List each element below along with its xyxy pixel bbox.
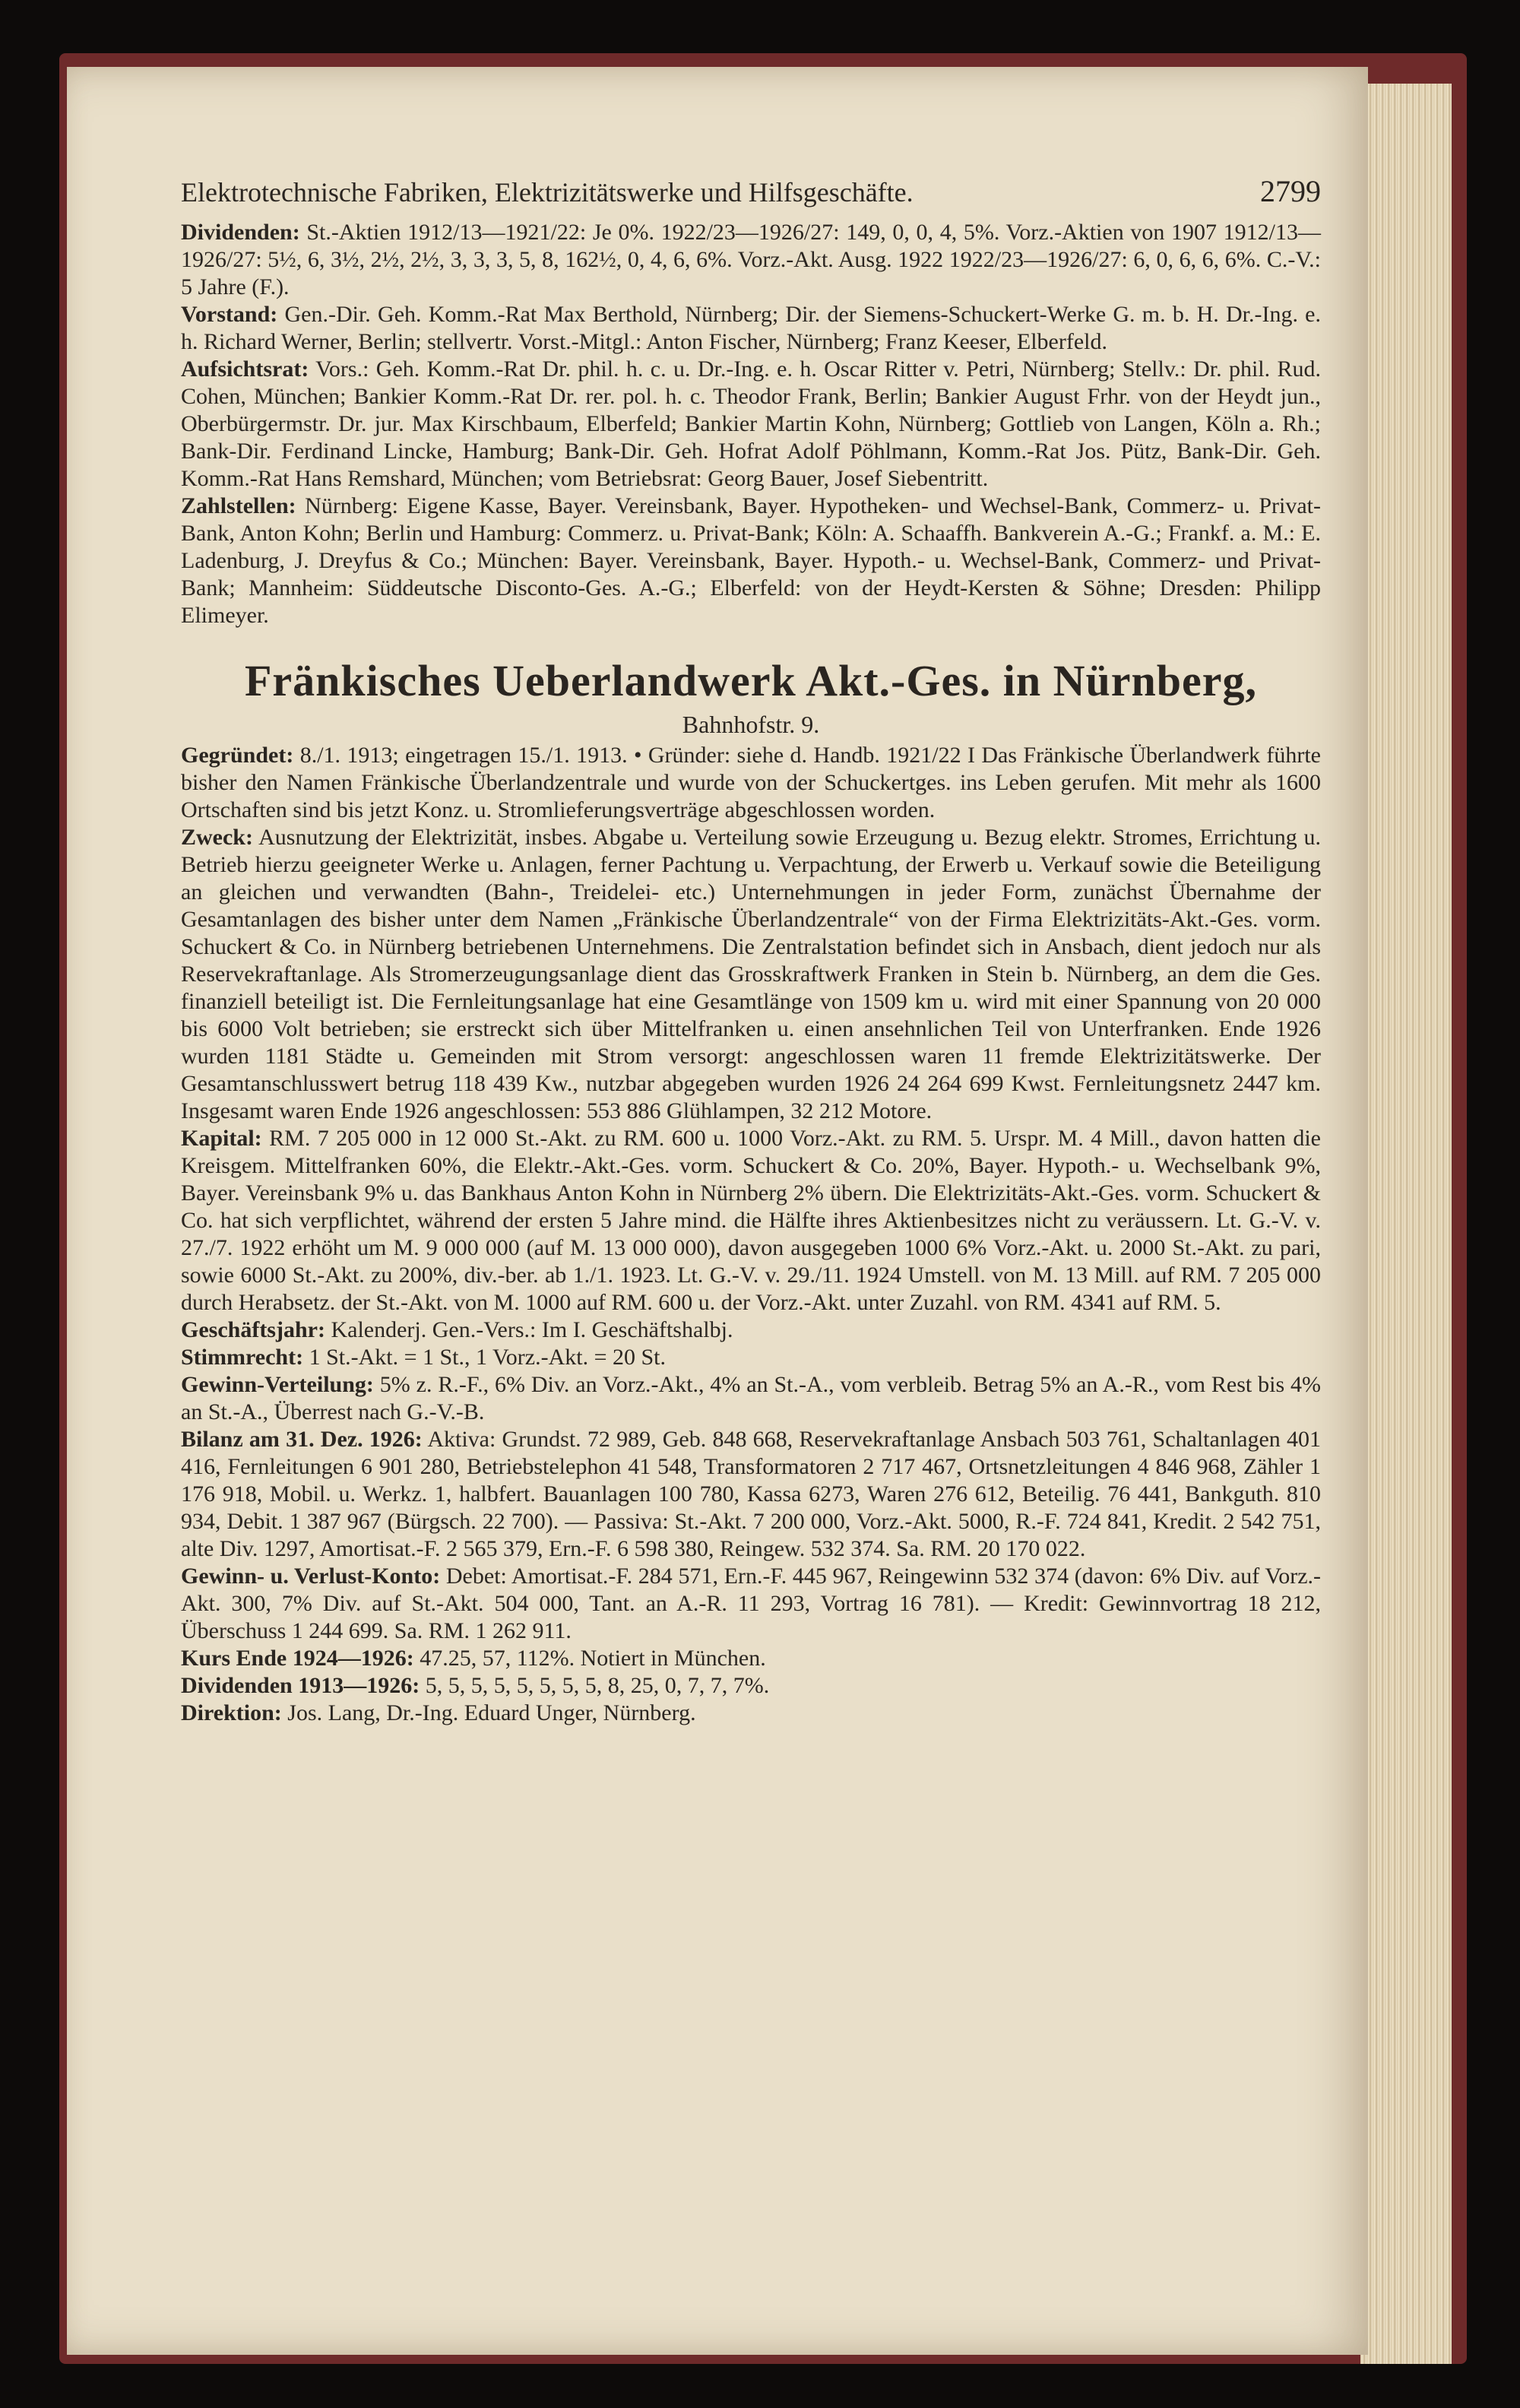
- paragraph-zahlstellen: Zahlstellen: Nürnberg: Eigene Kasse, Bayer. Vereinsbank, Bayer. Hypotheken- und Wechsel-Bank, Commerz- u. Privat-Bank, Anton Kohn; Berlin und Hamburg: Commerz. u. Privat-Bank; Köln: A. Schaaffh. Bankverein A.-G.; Frankf. a. M.: E. Ladenburg, J. Dreyfus & Co.; München: Bayer. Vereinsbank, Bayer. Hypoth.- u. Wechsel-Bank, Commerz- und Privat-Bank; Mannheim: Süddeutsche Disconto-Ges. A.-G.; Elberfeld: von der Heydt-Kersten & Söhne; Dresden: Philipp Elimeyer.: [181, 493, 1321, 628]
- paragraph-bilanz: Bilanz am 31. Dez. 1926: Aktiva: Grundst. 72 989, Geb. 848 668, Reservekraftanlage Ansbach 503 761, Schaltanlagen 401 416, Fernleitungen 6 901 280, Betriebstelephon 41 548, Transformatoren 2 717 467, Ortsnetzleitungen 4 846 968, Zähler 1 176 918, Mobil. u. Werkz. 1, halbfert. Bauanlagen 100 780, Kassa 6273, Waren 276 612, Beteilig. 76 441, Bankguth. 810 934, Debit. 1 387 967 (Bürgsch. 22 700). — Passiva: St.-Akt. 7 200 000, Vorz.-Akt. 5000, R.-F. 724 841, Kredit. 2 542 751, alte Div. 1297, Amortisat.-F. 2 565 379, Ern.-F. 6 598 380, Reingew. 532 374. Sa. RM. 20 170 022.: [181, 1427, 1321, 1561]
- paragraph-dividenden: Dividenden: St.-Aktien 1912/13—1921/22: Je 0%. 1922/23—1926/27: 149, 0, 0, 4, 5%. Vorz.-Aktien von 1907 1912/13—1926/27: 5½, 6, 3½, 2½, 2½, 3, 3, 3, 5, 8, 162½, 0, 4, 6, 6%. Vorz.-Akt. Ausg. 1922 1922/23—1926/27: 6, 0, 6, 6, 6%. C.-V.: 5 Jahre (F.).: [181, 220, 1321, 299]
- company-entry-section: [181, 742, 1321, 1727]
- paragraph-gegruendet: Gegründet: 8./1. 1913; eingetragen 15./1. 1913. • Gründer: siehe d. Handb. 1921/22 I Das Fränkische Überlandwerk führte bisher den Namen Fränkische Überlandzentrale und wurde von der Schuckertges. ins Leben gerufen. Mit mehr als 1600 Ortschaften sind bis jetzt Konz. u. Stromlieferungsverträge abgeschlossen worden.: [181, 743, 1321, 822]
- paragraph-gewinn-verlust: Gewinn- u. Verlust-Konto: Debet: Amortisat.-F. 284 571, Ern.-F. 445 967, Reingewinn 532 374 (davon: 6% Div. auf Vorz.-Akt. 300, 7% Div. auf St.-Akt. 504 000, Tant. an A.-R. 11 293, Vortrag 16 781). — Kredit: Gewinnvortrag 18 212, Überschuss 1 244 699. Sa. RM. 1 262 911.: [181, 1564, 1321, 1643]
- paragraph-aufsichtsrat: Aufsichtsrat: Vors.: Geh. Komm.-Rat Dr. phil. h. c. u. Dr.-Ing. e. h. Oscar Ritter v. Petri, Nürnberg; Stellv.: Dr. phil. Rud. Cohen, München; Bankier Komm.-Rat Dr. rer. pol. h. c. Theodor Frank, Berlin; Bankier August Frhr. von der Heydt jun., Oberbürgermstr. Dr. jur. Max Kirschbaum, Elberfeld; Bankier Martin Kohn, Nürnberg; Gottlieb von Langen, Köln a. Rh.; Bank-Dir. Ferdinand Lincke, Hamburg; Bank-Dir. Geh. Hofrat Adolf Pöhlmann, Komm.-Rat Jos. Pütz, Bank-Dir. Geh. Komm.-Rat Hans Remshard, München; vom Betriebsrat: Georg Bauer, Josef Siebentritt.: [181, 356, 1321, 491]
- paragraph-stimmrecht: Stimmrecht: 1 St.-Akt. = 1 St., 1 Vorz.-Akt. = 20 St.: [181, 1345, 667, 1370]
- running-title: Elektrotechnische Fabriken, Elektrizitätswerke und Hilfsgeschäfte.: [181, 177, 914, 208]
- page-number: 2799: [1260, 174, 1321, 208]
- paragraph-dividenden-history: Dividenden 1913—1926: 5, 5, 5, 5, 5, 5, 5, 5, 8, 25, 0, 7, 7, 7%.: [181, 1673, 770, 1698]
- previous-entry-section: [181, 219, 1321, 629]
- paragraph-zweck: Zweck: Ausnutzung der Elektrizität, insbes. Abgabe u. Verteilung sowie Erzeugung u. Bezug elektr. Stromes, Errichtung u. Betrieb hierzu geeigneter Werke u. Anlagen, ferner Pachtung u. Verpachtung, der Erwerb u. Verkauf sowie die Beteiligung an gleichen und verwandten (Bahn-, Treidelei- etc.) Unternehmungen in jeder Form, zunächst Übernahme der Gesamtanlagen des bisher unter dem Namen „Fränkische Überlandzentrale“ von der Firma Elektrizitäts-Akt.-Ges. vorm. Schuckert & Co. in Nürnberg betriebenen Unternehmens. Die Zentralstation befindet sich in Ansbach, dient jedoch nur als Reservekraftanlage. Als Stromerzeugungsanlage dient das Grosskraftwerk Franken in Stein b. Nürnberg, an dem die Ges. finanziell beteiligt ist. Die Fernleitungsanlage hat eine Gesamtlänge von 1509 km u. wird mit einer Spannung von 20 000 bis 6000 Volt betrieben; sie erstreckt sich über Mittelfranken u. einen ansehnlichen Teil von Unterfranken. Ende 1926 wurden 1181 Städte u. Gemeinden mit Strom versorgt: angeschlossen waren 11 fremde Elektrizitätswerke. Der Gesamtanschlusswert betrug 118 439 Kw., nutzbar abgegeben wurden 1926 24 264 699 Kwst. Fernleitungsnetz 2447 km. Insgesamt waren Ende 1926 angeschlossen: 553 886 Glühlampen, 32 212 Motore.: [181, 825, 1321, 1123]
- company-address: Bahnhofstr. 9.: [682, 711, 820, 738]
- paragraph-direktion: Direktion: Jos. Lang, Dr.-Ing. Eduard Unger, Nürnberg.: [181, 1700, 696, 1725]
- paragraph-gewinn-verteilung: Gewinn-Verteilung: 5% z. R.-F., 6% Div. an Vorz.-Akt., 4% an St.-A., vom verbleib. Betrag 5% an A.-R., vom Rest bis 4% an St.-A., Überrest nach G.-V.-B.: [181, 1372, 1321, 1424]
- paragraph-kurs: Kurs Ende 1924—1926: 47.25, 57, 112%. Notiert in München.: [181, 1646, 766, 1671]
- paragraph-geschaeftsjahr: Geschäftsjahr: Kalenderj. Gen.-Vers.: Im I. Geschäftshalbj.: [181, 1317, 733, 1342]
- running-header: [181, 173, 1321, 219]
- paragraph-vorstand: Vorstand: Gen.-Dir. Geh. Komm.-Rat Max Berthold, Nürnberg; Dir. der Siemens-Schuckert-Werke G. m. b. H. Dr.-Ing. e. h. Richard Werner, Berlin; stellvertr. Vorst.-Mitgl.: Anton Fischer, Nürnberg; Franz Keeser, Elberfeld.: [181, 302, 1321, 354]
- paragraph-kapital: Kapital: RM. 7 205 000 in 12 000 St.-Akt. zu RM. 600 u. 1000 Vorz.-Akt. zu RM. 5. Urspr. M. 4 Mill., davon hatten die Kreisgem. Mittelfranken 60%, die Elektr.-Akt.-Ges. vorm. Schuckert & Co. 20%, Bayer. Hypoth.- u. Wechselbank 9%, Bayer. Vereinsbank 9% u. das Bankhaus Anton Kohn in Nürnberg 2% übern. Die Elektrizitäts-Akt.-Ges. vorm. Schuckert & Co. hat sich verpflichtet, während der ersten 5 Jahre mind. die Hälfte ihres Aktienbesitzes nicht zu veräussern. Lt. G.-V. v. 27./7. 1922 erhöht um M. 9 000 000 (auf M. 13 000 000), davon ausgegeben 1000 6% Vorz.-Akt. u. 2000 St.-Akt. zu pari, sowie 6000 St.-Akt. zu 200%, div.-ber. ab 1./1. 1923. Lt. G.-V. v. 29./11. 1924 Umstell. von M. 13 Mill. auf RM. 7 205 000 durch Herabsetz. der St.-Akt. von M. 1000 auf RM. 600 u. der Vorz.-Akt. unter Zuzahl. von RM. 4341 auf RM. 5.: [181, 1126, 1321, 1315]
- book-page: [67, 67, 1368, 2355]
- company-heading: Fränkisches Ueberlandwerk Akt.-Ges. in Nürnberg,: [244, 656, 1258, 705]
- page-edges: [1360, 84, 1452, 2364]
- page-content: [181, 173, 1321, 1727]
